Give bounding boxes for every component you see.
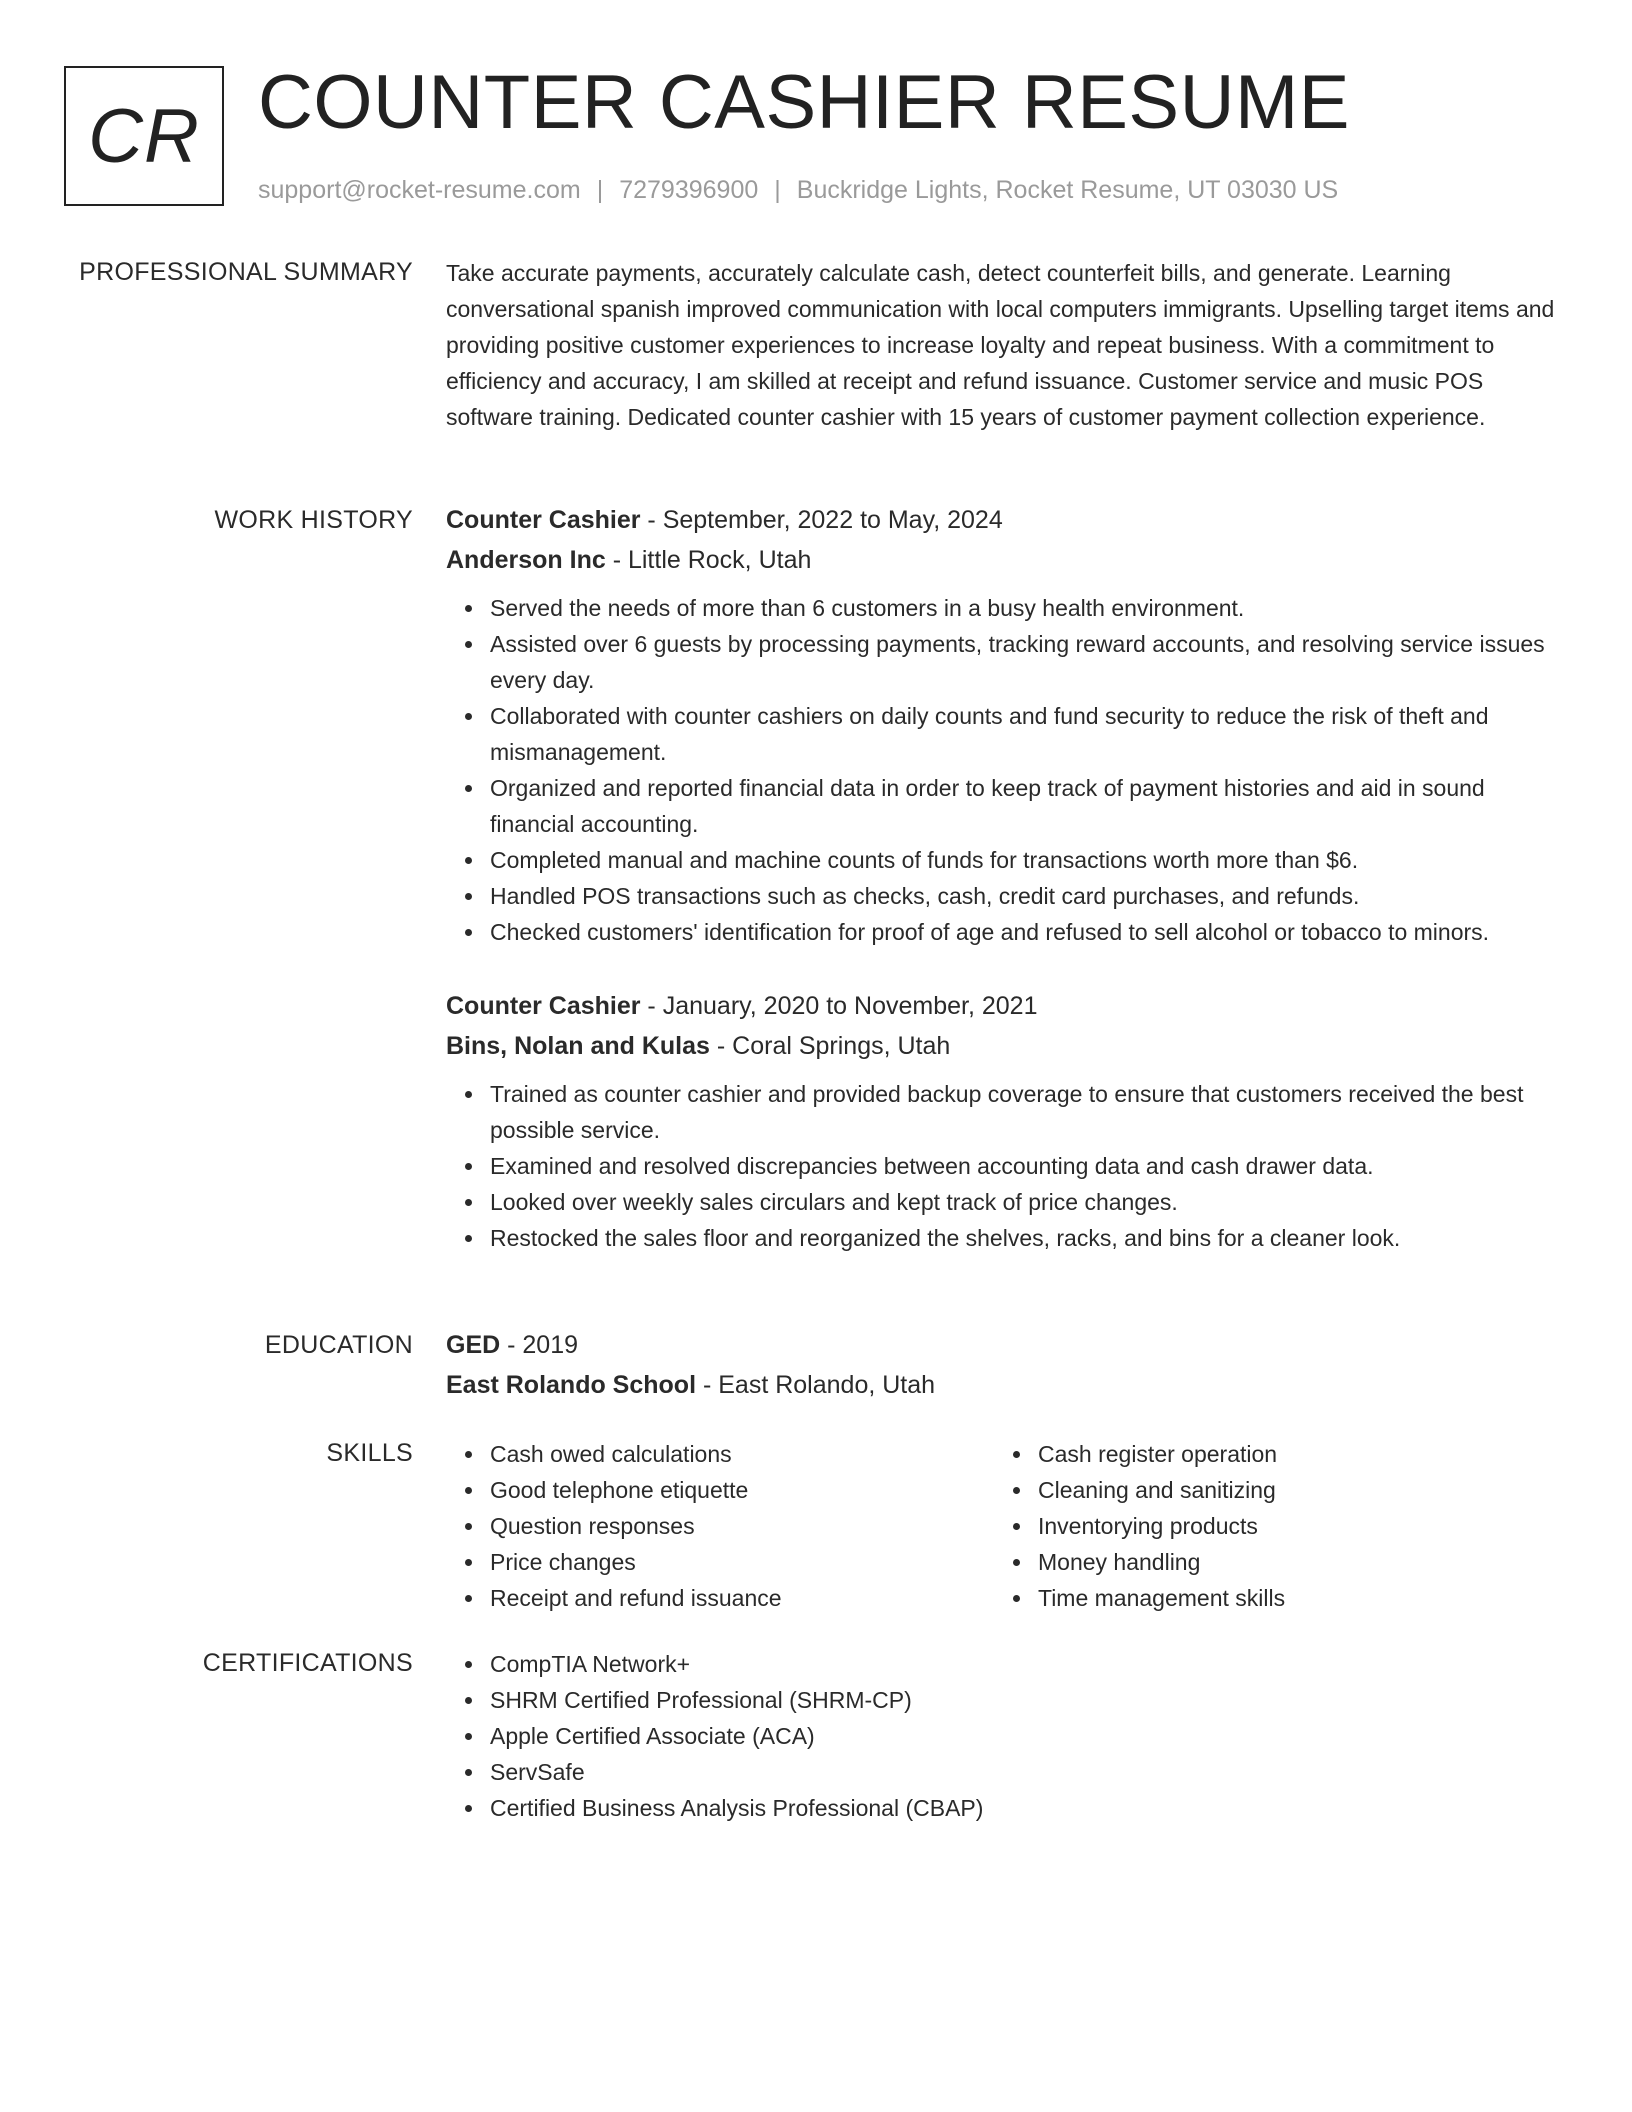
monogram-logo: CR bbox=[64, 66, 224, 206]
education-school: East Rolando School bbox=[446, 1371, 697, 1399]
section-label-certifications: CERTIFICATIONS bbox=[202, 1649, 413, 1677]
list-item: CompTIA Network+ bbox=[490, 1646, 1566, 1682]
job-location: - Little Rock, Utah bbox=[605, 546, 812, 574]
list-item: Handled POS transactions such as checks, cash, credit card purchases, and refunds. bbox=[490, 878, 1566, 914]
job-company-line bbox=[446, 540, 1566, 580]
education-section bbox=[446, 1325, 1566, 1405]
section-label-education: EDUCATION bbox=[264, 1331, 413, 1359]
list-item: ServSafe bbox=[490, 1754, 1566, 1790]
contact-phone[interactable]: 7279396900 bbox=[619, 176, 759, 204]
list-item: Question responses bbox=[490, 1508, 994, 1544]
job-title-line bbox=[446, 500, 1566, 540]
list-item: Apple Certified Associate (ACA) bbox=[490, 1718, 1566, 1754]
job-dates: - September, 2022 to May, 2024 bbox=[640, 506, 1003, 534]
job-title-line bbox=[446, 986, 1566, 1026]
summary-section bbox=[446, 255, 1566, 435]
list-item: Assisted over 6 guests by processing payments, tracking reward accounts, and resolving service issues every day. bbox=[490, 626, 1566, 698]
job-company-line bbox=[446, 1026, 1566, 1066]
list-item: Certified Business Analysis Professional (CBAP) bbox=[490, 1790, 1566, 1826]
list-item: Served the needs of more than 6 customers in a busy health environment. bbox=[490, 590, 1566, 626]
list-item: Cash owed calculations bbox=[490, 1436, 994, 1472]
contact-separator: | bbox=[774, 176, 781, 204]
list-item: Collaborated with counter cashiers on daily counts and fund security to reduce the risk of theft and mismanagement. bbox=[490, 698, 1566, 770]
section-label-summary: PROFESSIONAL SUMMARY bbox=[79, 258, 413, 286]
contact-separator: | bbox=[596, 176, 604, 204]
list-item: Cleaning and sanitizing bbox=[1038, 1472, 1542, 1508]
list-item: Checked customers' identification for proof of age and refused to sell alcohol or tobacco to minors. bbox=[490, 914, 1566, 950]
section-label-skills: SKILLS bbox=[326, 1439, 413, 1467]
job-company: Bins, Nolan and Kulas bbox=[446, 1032, 710, 1060]
resume-title: COUNTER CASHIER RESUME bbox=[258, 60, 1350, 145]
list-item: Examined and resolved discrepancies between accounting data and cash drawer data. bbox=[490, 1148, 1566, 1184]
list-item: Money handling bbox=[1038, 1544, 1542, 1580]
job-title: Counter Cashier bbox=[446, 992, 641, 1020]
certifications-section bbox=[446, 1646, 1566, 1826]
job-entry bbox=[446, 500, 1566, 950]
skills-grid bbox=[446, 1436, 1566, 1616]
list-item: Good telephone etiquette bbox=[490, 1472, 994, 1508]
job-dates: - January, 2020 to November, 2021 bbox=[640, 992, 1038, 1020]
education-degree-line bbox=[446, 1325, 1566, 1365]
skills-column-right bbox=[994, 1436, 1542, 1616]
section-label-work: WORK HISTORY bbox=[214, 506, 413, 534]
work-history-section bbox=[446, 500, 1566, 1256]
list-item: Trained as counter cashier and provided backup coverage to ensure that customers received the best possible service. bbox=[490, 1076, 1566, 1148]
list-item: Price changes bbox=[490, 1544, 994, 1580]
education-location: - East Rolando, Utah bbox=[696, 1371, 936, 1399]
summary-text: Take accurate payments, accurately calculate cash, detect counterfeit bills, and generate. Learning conversational spanish improved communication with local computers immigrants. Upselling target items and providing positive customer experiences to increase loyalty and repeat business. With a commitment to efficiency and accuracy, I am skilled at receipt and refund issuance. Customer service and music POS software training. Dedicated counter cashier with 15 years of customer payment collection experience. bbox=[446, 260, 1555, 430]
list-item: Looked over weekly sales circulars and kept track of price changes. bbox=[490, 1184, 1566, 1220]
job-location: - Coral Springs, Utah bbox=[709, 1032, 951, 1060]
education-year: - 2019 bbox=[500, 1331, 579, 1359]
certifications-list bbox=[446, 1646, 1566, 1826]
list-item: Time management skills bbox=[1038, 1580, 1542, 1616]
skills-column-left bbox=[446, 1436, 994, 1616]
contact-email[interactable]: support@rocket-resume.com bbox=[258, 176, 581, 204]
contact-line bbox=[258, 174, 1338, 206]
education-degree: GED bbox=[446, 1331, 501, 1359]
skills-section bbox=[446, 1436, 1566, 1616]
list-item: Completed manual and machine counts of funds for transactions worth more than $6. bbox=[490, 842, 1566, 878]
list-item: Inventorying products bbox=[1038, 1508, 1542, 1544]
job-bullets bbox=[446, 590, 1566, 950]
job-title: Counter Cashier bbox=[446, 506, 641, 534]
list-item: Receipt and refund issuance bbox=[490, 1580, 994, 1616]
list-item: Cash register operation bbox=[1038, 1436, 1542, 1472]
contact-address: Buckridge Lights, Rocket Resume, UT 03030 US bbox=[796, 176, 1339, 204]
job-entry bbox=[446, 986, 1566, 1256]
list-item: Organized and reported financial data in order to keep track of payment histories and aid in sound financial accounting. bbox=[490, 770, 1566, 842]
list-item: SHRM Certified Professional (SHRM-CP) bbox=[490, 1682, 1566, 1718]
education-school-line bbox=[446, 1365, 1566, 1405]
job-bullets bbox=[446, 1076, 1566, 1256]
list-item: Restocked the sales floor and reorganized the shelves, racks, and bins for a cleaner look. bbox=[490, 1220, 1566, 1256]
job-company: Anderson Inc bbox=[446, 546, 606, 574]
